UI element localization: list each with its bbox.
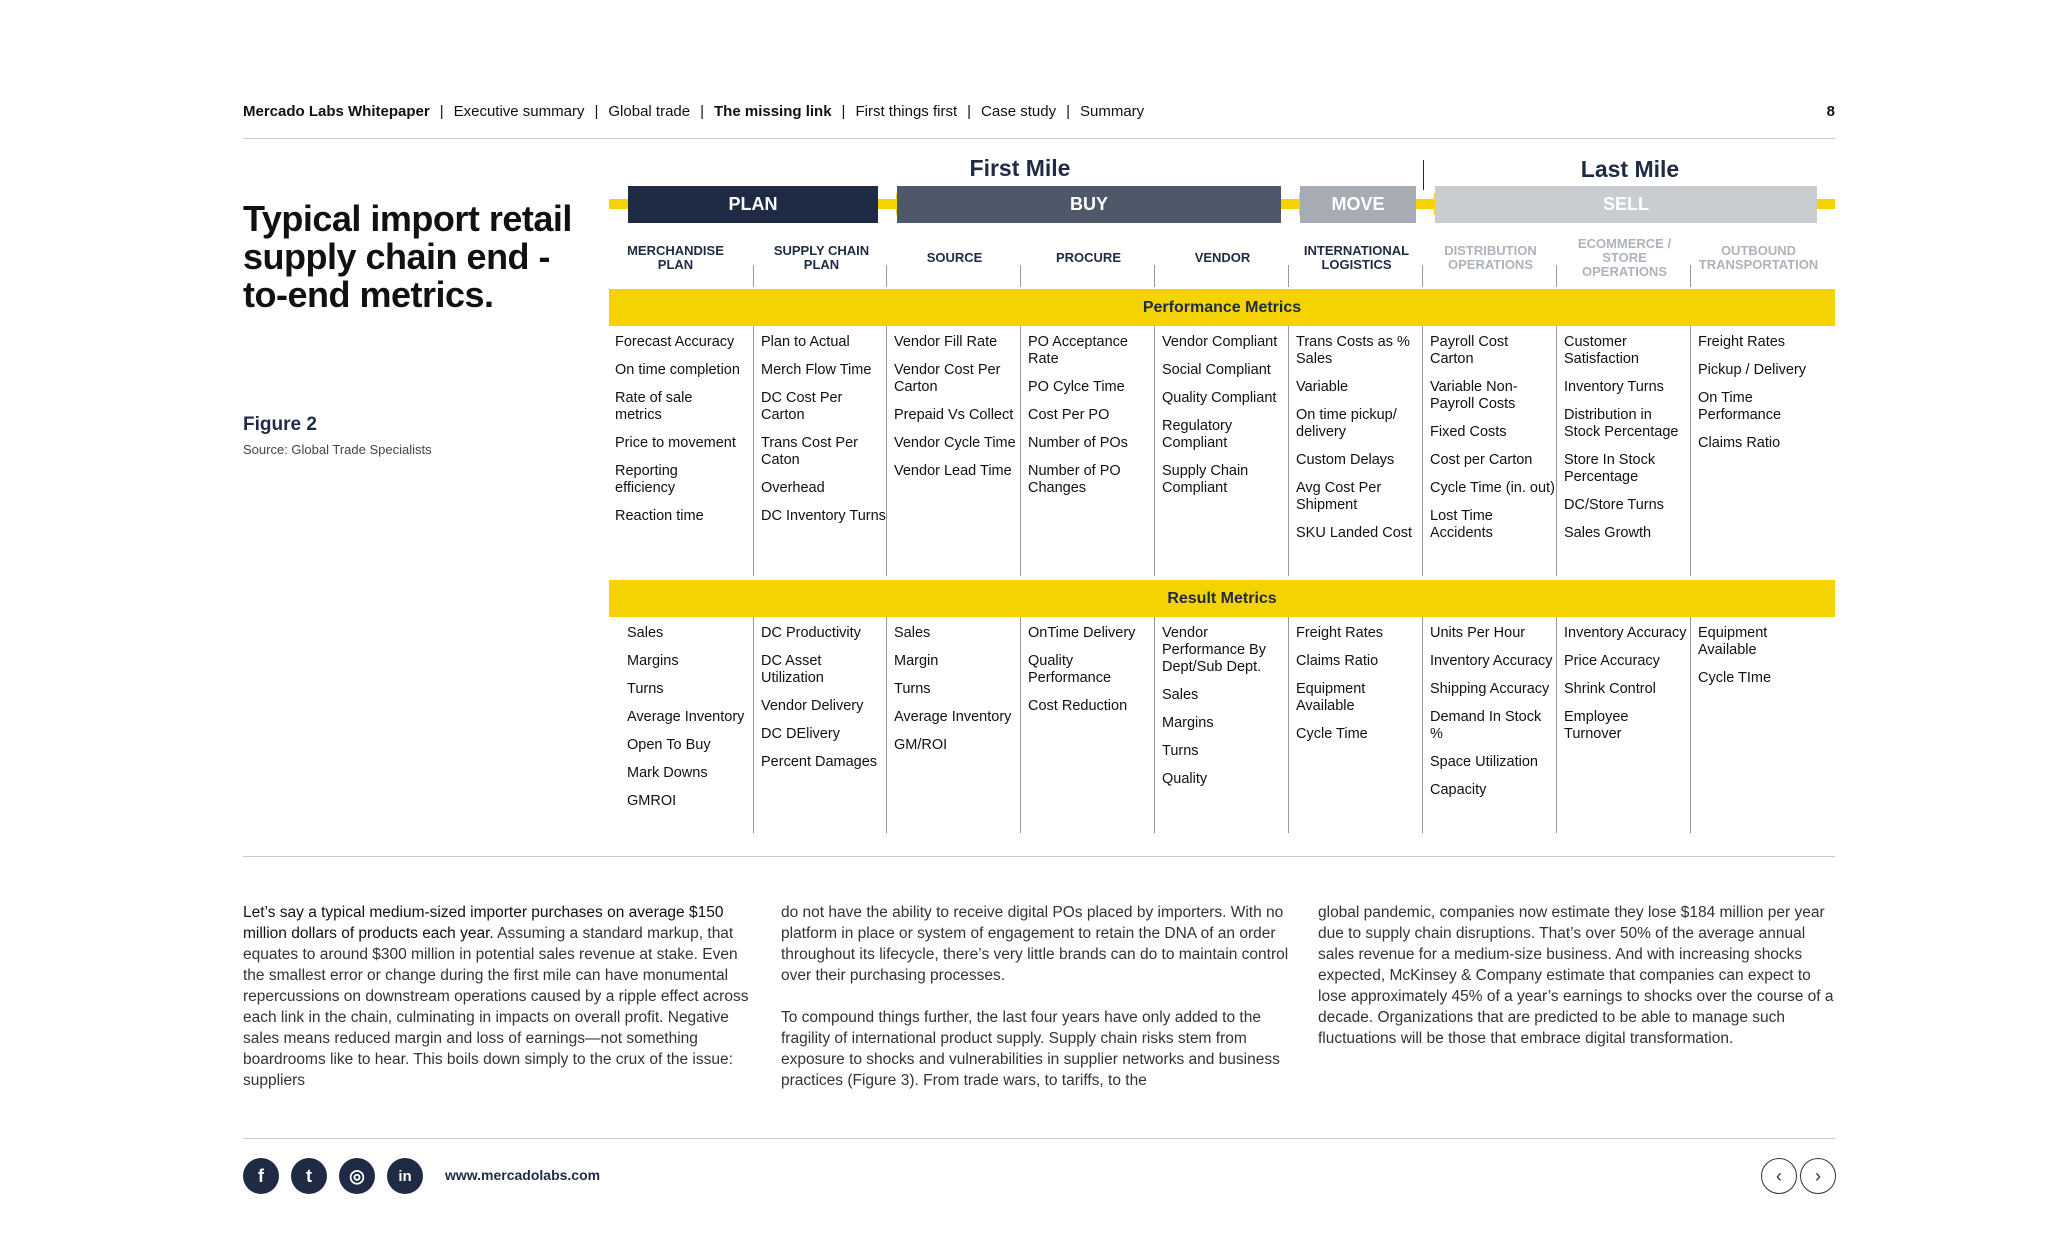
prev-page-button[interactable]: ‹: [1761, 1158, 1797, 1194]
page-title: Typical import retail supply chain end -to-end metrics.: [243, 198, 572, 315]
metric-item: Sales: [894, 625, 931, 641]
next-page-button[interactable]: ›: [1800, 1158, 1836, 1194]
performance-column: [1698, 334, 1823, 463]
metric-item: Regulatory Compliant: [1162, 418, 1233, 451]
plan-phase: PLAN: [628, 186, 878, 223]
metric-item: Freight Rates: [1296, 625, 1384, 641]
metric-item: Quality: [1162, 771, 1208, 787]
column-divider: [1422, 326, 1423, 576]
column-header: INTERNATIONAL LOGISTICS: [1303, 243, 1410, 272]
performance-column: [894, 334, 1019, 491]
brand-link[interactable]: Mercado Labs Whitepaper: [243, 103, 430, 120]
metric-item: DC/Store Turns: [1564, 497, 1664, 513]
metric-item: DC Productivity: [761, 625, 861, 641]
metric-item: Vendor Cycle Time: [894, 435, 1016, 451]
metric-item: Demand In Stock %: [1430, 709, 1542, 742]
metric-item: DC Inventory Turns: [761, 508, 886, 524]
nav-first-things-first[interactable]: First things first: [855, 103, 958, 120]
column-header: SUPPLY CHAIN PLAN: [773, 243, 870, 272]
column-divider: [1288, 326, 1289, 576]
metric-item: Variable: [1296, 379, 1349, 395]
metric-item: Average Inventory: [627, 709, 745, 725]
column-divider: [1154, 617, 1155, 833]
metric-item: DC DElivery: [761, 726, 840, 742]
metric-item: Inventory Accuracy: [1430, 653, 1553, 669]
metric-item: Claims Ratio: [1296, 653, 1379, 669]
metric-item: Margins: [627, 653, 679, 669]
metric-item: Prepaid Vs Collect: [894, 407, 1014, 423]
metric-item: Turns: [894, 681, 931, 697]
column-divider: [1020, 617, 1021, 833]
figure-bottom-divider: [243, 856, 1835, 857]
metric-item: On time completion: [615, 362, 740, 378]
metric-item: GMROI: [627, 793, 677, 809]
column-divider: [753, 326, 754, 576]
nav-summary[interactable]: Summary: [1080, 103, 1145, 120]
column-divider: [1422, 617, 1423, 833]
column-divider: [1556, 265, 1557, 287]
body-column-2: [781, 902, 1301, 1112]
mile-divider: [1423, 160, 1424, 190]
metric-item: Store In Stock Percentage: [1564, 452, 1656, 485]
metric-item: Equipment Available: [1296, 681, 1366, 714]
metric-item: Mark Downs: [627, 765, 708, 781]
metric-item: Trans Cost Per Caton: [761, 435, 858, 468]
results-column: [761, 625, 886, 782]
footer-divider: [243, 1138, 1835, 1139]
metric-item: Cycle TIme: [1698, 670, 1772, 686]
metric-item: Turns: [627, 681, 664, 697]
metric-item: Trans Costs as % Sales: [1296, 334, 1410, 367]
column-header: PROCURE: [1055, 250, 1121, 265]
performance-column: [1296, 334, 1421, 553]
results-column: [1296, 625, 1421, 754]
column-divider: [1556, 326, 1557, 576]
metric-item: Vendor Fill Rate: [894, 334, 998, 350]
metric-item: Merch Flow Time: [761, 362, 872, 378]
metric-item: Cost Per PO: [1028, 407, 1110, 423]
body-col1-text: Assuming a standard markup, that equates to around $300 million in potential sales revenue at stake. Even the smallest error or change during the first mile can have monumental repercussions on downstream operations caused by a ripple effect across each link in the chain, culminating in impacts on overall profit. Negative sales means reduced margin and loss of earnings—not something boardrooms like to hear. This boils down simply to the crux of the issue: suppliers: [243, 925, 749, 1089]
metric-item: Rate of sale metrics: [615, 390, 693, 423]
metric-item: Freight Rates: [1698, 334, 1786, 350]
nav-executive-summary[interactable]: Executive summary: [453, 103, 585, 120]
column-divider: [886, 265, 887, 287]
column-divider: [1690, 326, 1691, 576]
column-divider: [1556, 617, 1557, 833]
twitter-icon[interactable]: t: [291, 1158, 327, 1194]
metric-item: Payroll Cost Carton: [1430, 334, 1509, 367]
metric-item: Turns: [1162, 743, 1199, 759]
performance-column: [1430, 334, 1555, 553]
metric-item: Vendor Cost Per Carton: [894, 362, 1001, 395]
metric-item: DC Cost Per Carton: [761, 390, 843, 423]
column-header: VENDOR: [1194, 250, 1251, 265]
results-column: [1430, 625, 1555, 810]
body-column-1: [243, 902, 763, 1112]
metric-item: SKU Landed Cost: [1296, 525, 1413, 541]
column-divider: [886, 617, 887, 833]
column-divider: [1690, 617, 1691, 833]
metric-item: Cost per Carton: [1430, 452, 1533, 468]
column-divider: [1288, 265, 1289, 287]
top-navigation: Mercado Labs Whitepaper | Executive summary | Global trade | The missing link | First things first | Case study | Summary 8: [243, 103, 1835, 120]
metric-item: Forecast Accuracy: [615, 334, 735, 350]
metric-item: Sales: [1162, 687, 1199, 703]
sell-phase: SELL: [1435, 186, 1817, 223]
column-divider: [1422, 265, 1423, 287]
body-column-3: [1318, 902, 1838, 1070]
body-lead: Let’s say a typical medium-sized importer purchases on average $150 million dollars of products each year.: [243, 904, 724, 942]
column-header: DISTRIBUTION OPERATIONS: [1444, 243, 1537, 272]
metric-item: GM/ROI: [894, 737, 948, 753]
results-column: [1698, 625, 1823, 698]
performance-metrics-band: Performance Metrics: [609, 289, 1835, 326]
metric-item: Price to movement: [615, 435, 736, 451]
column-divider: [1690, 265, 1691, 287]
metric-item: On Time Performance: [1698, 390, 1782, 423]
metric-item: Percent Damages: [761, 754, 878, 770]
metric-item: Margins: [1162, 715, 1214, 731]
linkedin-icon[interactable]: in: [387, 1158, 423, 1194]
metric-item: Open To Buy: [627, 737, 711, 753]
metric-item: Cost Reduction: [1028, 698, 1128, 714]
instagram-icon[interactable]: ◎: [339, 1158, 375, 1194]
performance-column: [1564, 334, 1689, 553]
column-divider: [1020, 326, 1021, 576]
metric-item: Inventory Accuracy: [1564, 625, 1687, 641]
metric-item: OnTime Delivery: [1028, 625, 1136, 641]
metric-item: Lost Time Accidents: [1430, 508, 1493, 541]
metric-item: Number of POs: [1028, 435, 1128, 451]
results-column: [1028, 625, 1153, 726]
metric-item: Supply Chain Compliant: [1162, 463, 1249, 496]
website-link[interactable]: www.mercadolabs.com: [445, 1167, 601, 1183]
figure-label: Figure 2: [243, 414, 317, 435]
metric-item: Equipment Available: [1698, 625, 1768, 658]
performance-column: [615, 334, 740, 536]
header-divider: [243, 138, 1835, 139]
metric-item: Quality Compliant: [1162, 390, 1277, 406]
body-col3-text: global pandemic, companies now estimate they lose $184 million per year due to supply chain disruptions. That’s over 50% of the average annual sales revenue for a medium-size business. And with increasing shocks expected, McKinsey & Company estimate that companies can expect to lose approximately 45% of a year’s earnings to shocks over the course of a decade. Organizations that are predicted to be able to manage such fluctuations will be those that embrace digital transformation.: [1318, 904, 1834, 1047]
metric-item: Custom Delays: [1296, 452, 1395, 468]
metric-item: Distribution in Stock Percentage: [1564, 407, 1679, 440]
metric-item: Cycle Time (in. out): [1430, 480, 1555, 496]
nav-case-study[interactable]: Case study: [981, 103, 1057, 120]
figure-source: Source: Global Trade Specialists: [243, 442, 432, 457]
first-mile-title: First Mile: [969, 155, 1071, 181]
metric-item: Capacity: [1430, 782, 1487, 798]
column-divider: [753, 265, 754, 287]
metric-item: Reporting efficiency: [615, 463, 678, 496]
metric-item: DC Asset Utilization: [761, 653, 824, 686]
column-header: ECOMMERCE / STORE OPERATIONS: [1577, 236, 1672, 279]
metric-item: Shipping Accuracy: [1430, 681, 1550, 697]
results-column: [627, 625, 752, 821]
metric-item: Shrink Control: [1564, 681, 1656, 697]
column-divider: [1154, 265, 1155, 287]
column-header: OUTBOUND TRANSPORTATION: [1698, 243, 1819, 272]
metric-item: On time pickup/ delivery: [1296, 407, 1397, 440]
results-column: [894, 625, 1019, 765]
metric-item: PO Acceptance Rate: [1028, 334, 1128, 367]
metric-item: Quality Performance: [1028, 653, 1112, 686]
nav-global-trade[interactable]: Global trade: [608, 103, 691, 120]
metric-item: Vendor Lead Time: [894, 463, 1012, 479]
metric-item: PO Cylce Time: [1028, 379, 1125, 395]
column-divider: [1154, 326, 1155, 576]
column-divider: [1020, 265, 1021, 287]
move-phase: MOVE: [1300, 186, 1416, 223]
performance-column: [761, 334, 886, 536]
results-column: [1564, 625, 1689, 754]
metric-item: Reaction time: [615, 508, 704, 524]
metric-item: Sales: [627, 625, 664, 641]
performance-column: [1162, 334, 1287, 508]
nav-the-missing-link[interactable]: The missing link: [714, 103, 832, 120]
metric-item: Vendor Performance By Dept/Sub Dept.: [1162, 625, 1266, 675]
page-number: 8: [1826, 103, 1835, 120]
metric-item: Margin: [894, 653, 939, 669]
metric-item: Space Utilization: [1430, 754, 1538, 770]
metric-item: Fixed Costs: [1430, 424, 1507, 440]
last-mile-title: Last Mile: [1580, 156, 1680, 182]
metric-item: Overhead: [761, 480, 825, 496]
column-header: SOURCE: [926, 250, 983, 265]
metric-item: Avg Cost Per Shipment: [1296, 480, 1382, 513]
metric-item: Social Compliant: [1162, 362, 1271, 378]
metric-item: Vendor Compliant: [1162, 334, 1278, 350]
metric-item: Number of PO Changes: [1028, 463, 1121, 496]
metric-item: Variable Non-Payroll Costs: [1430, 379, 1518, 412]
metric-item: Plan to Actual: [761, 334, 850, 350]
buy-phase: BUY: [897, 186, 1281, 223]
column-divider: [886, 326, 887, 576]
column-divider: [1288, 617, 1289, 833]
metric-item: Average Inventory: [894, 709, 1012, 725]
facebook-icon[interactable]: f: [243, 1158, 279, 1194]
metric-item: Cycle Time: [1296, 726, 1368, 742]
metric-item: Sales Growth: [1564, 525, 1652, 541]
result-metrics-band: Result Metrics: [609, 580, 1835, 617]
performance-column: [1028, 334, 1153, 508]
metric-item: Customer Satisfaction: [1564, 334, 1639, 367]
metric-item: Pickup / Delivery: [1698, 362, 1806, 378]
column-header: MERCHANDISE PLAN: [627, 243, 724, 272]
results-column: [1162, 625, 1287, 799]
body-col2-p2: To compound things further, the last four years have only added to the fragility of international product supply. Supply chain risks stem from exposure to shocks and vulnerabilities in supplier networks and business practices (Figure 3). From trade wars, to tariffs, to the: [781, 1009, 1280, 1089]
metric-item: Claims Ratio: [1698, 435, 1781, 451]
metric-item: Price Accuracy: [1564, 653, 1660, 669]
metric-item: Employee Turnover: [1564, 709, 1629, 742]
metric-item: Inventory Turns: [1564, 379, 1664, 395]
body-col2-p1: do not have the ability to receive digital POs placed by importers. With no platform in place or system of engagement to retain the DNA of an order throughout its lifecycle, there’s very little brands can do to maintain control over their purchasing processes.: [781, 904, 1289, 984]
metric-item: Vendor Delivery: [761, 698, 864, 714]
metric-item: Units Per Hour: [1430, 625, 1526, 641]
column-divider: [753, 617, 754, 833]
